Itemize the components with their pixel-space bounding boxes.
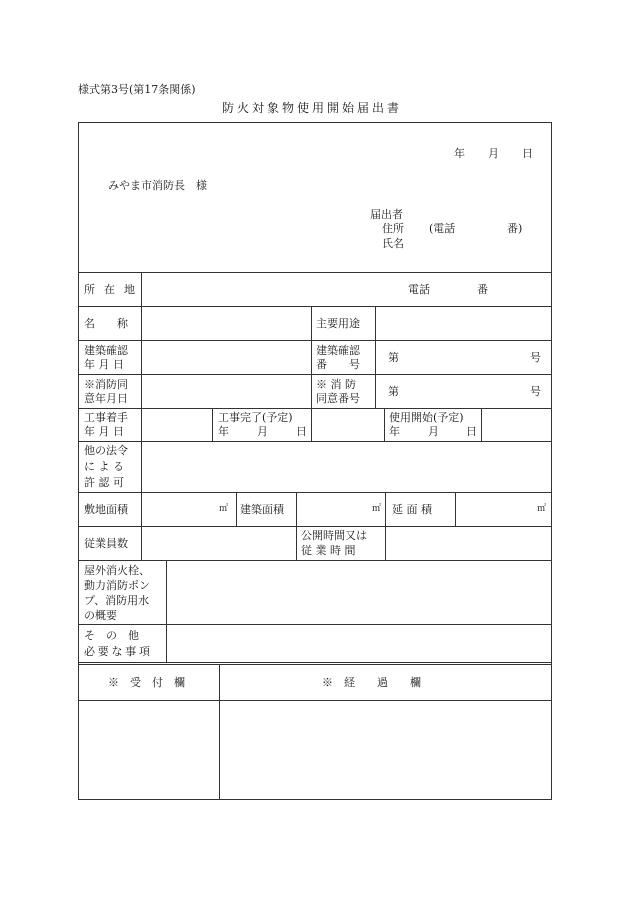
building-area-unit: ㎡	[372, 504, 382, 514]
date-month: 月	[488, 147, 499, 160]
reception-column-header: ※ 受 付 欄	[108, 676, 185, 689]
col-divider	[384, 408, 385, 441]
building-confirm-date-label: 建築確認	[84, 344, 128, 357]
use-start-label: 使用開始(予定)	[389, 411, 464, 424]
outdoor-equipment-label: プ、消防用水	[84, 594, 150, 607]
other-law-label: 許 認 可	[84, 476, 124, 489]
col-divider	[481, 408, 482, 441]
site-area-unit: ㎡	[219, 504, 229, 514]
form-frame	[78, 122, 552, 800]
date-year: 年	[454, 147, 465, 160]
construction-end-label: 工事完了(予定)	[218, 411, 293, 424]
fire-consent-date-label: ※消防同	[84, 378, 128, 391]
col-divider	[296, 526, 297, 560]
row-divider	[78, 526, 552, 527]
col-divider	[236, 492, 237, 526]
name-row-label: 名 称	[84, 317, 128, 330]
col-divider	[141, 272, 142, 340]
other-law-label: 他の法令	[84, 444, 128, 457]
building-area-label: 建築面積	[240, 503, 284, 516]
floor-area-unit: ㎡	[537, 504, 547, 514]
outdoor-equipment-label: 動力消防ポン	[84, 579, 150, 592]
site-area-label: 敷地面積	[84, 503, 128, 516]
location-phone-ban: 番	[477, 283, 488, 296]
building-confirm-number-label: 建築確認	[316, 344, 360, 357]
building-confirm-date-label: 年 月 日	[84, 358, 124, 371]
form-number: 様式第3号(第17条関係)	[78, 83, 196, 96]
name-label: 氏名	[382, 237, 404, 250]
date-day: 日	[522, 147, 533, 160]
progress-column-header: ※ 経 過 欄	[322, 676, 421, 689]
col-divider	[212, 408, 213, 441]
staff-count-label: 従業員数	[84, 537, 128, 550]
row-divider	[78, 492, 552, 493]
row-divider	[78, 700, 552, 701]
fire-consent-number-label: 同意番号	[316, 392, 360, 405]
addressee: みやま市消防長 様	[108, 179, 207, 192]
location-phone-label: 電話	[408, 283, 430, 296]
row-divider	[78, 340, 552, 341]
building-confirm-dai: 第	[388, 351, 399, 364]
fire-consent-date-label: 意年月日	[84, 392, 128, 405]
use-start-year: 年	[389, 425, 400, 438]
col-divider	[296, 492, 297, 526]
construction-start-label: 工事着手	[84, 411, 128, 424]
col-divider	[141, 492, 142, 526]
row-divider	[78, 374, 552, 375]
open-hours-label: 従 業 時 間	[301, 544, 356, 557]
main-use-label: 主要用途	[316, 317, 360, 330]
row-divider	[78, 664, 552, 665]
col-divider	[219, 664, 220, 800]
fire-consent-number-label: ※ 消 防	[316, 378, 356, 391]
construction-end-month: 月	[257, 425, 268, 438]
row-divider	[78, 306, 552, 307]
col-divider	[385, 492, 386, 526]
floor-area-label: 延 面 積	[392, 503, 432, 516]
form-title: 防火対象物使用開始届出書	[222, 101, 403, 115]
applicant-label: 届出者	[370, 208, 403, 221]
row-divider	[78, 624, 552, 625]
fire-consent-go: 号	[530, 385, 541, 398]
col-divider	[385, 526, 386, 560]
col-divider	[141, 526, 142, 560]
col-divider	[455, 492, 456, 526]
col-divider	[141, 408, 142, 441]
other-items-label: 必要な事項	[84, 645, 153, 658]
phone-close: 番)	[507, 222, 523, 235]
location-label: 所 在 地	[84, 283, 138, 296]
row-divider	[78, 560, 552, 561]
open-hours-label: 公開時間又は	[301, 529, 367, 542]
row-divider	[78, 662, 552, 663]
construction-end-day: 日	[296, 425, 307, 438]
row-divider	[78, 272, 552, 273]
other-law-label: に よ る	[84, 460, 124, 473]
construction-start-label: 年 月 日	[84, 425, 124, 438]
use-start-day: 日	[466, 425, 477, 438]
col-divider	[141, 340, 142, 408]
address-label: 住所	[382, 222, 404, 235]
building-confirm-go: 号	[530, 351, 541, 364]
col-divider	[141, 441, 142, 492]
col-divider	[375, 340, 376, 408]
other-items-label: そ の 他	[84, 629, 139, 642]
col-divider	[166, 560, 167, 662]
col-divider	[311, 340, 312, 408]
phone-open: (電話	[429, 222, 456, 235]
col-divider	[375, 306, 376, 340]
col-divider	[311, 408, 312, 441]
fire-consent-dai: 第	[388, 385, 399, 398]
row-divider	[78, 441, 552, 442]
outdoor-equipment-label: 屋外消火栓、	[84, 564, 150, 577]
use-start-month: 月	[428, 425, 439, 438]
outdoor-equipment-label: の概要	[84, 609, 117, 622]
col-divider	[311, 306, 312, 340]
building-confirm-number-label: 番 号	[316, 358, 360, 371]
construction-end-year: 年	[218, 425, 229, 438]
